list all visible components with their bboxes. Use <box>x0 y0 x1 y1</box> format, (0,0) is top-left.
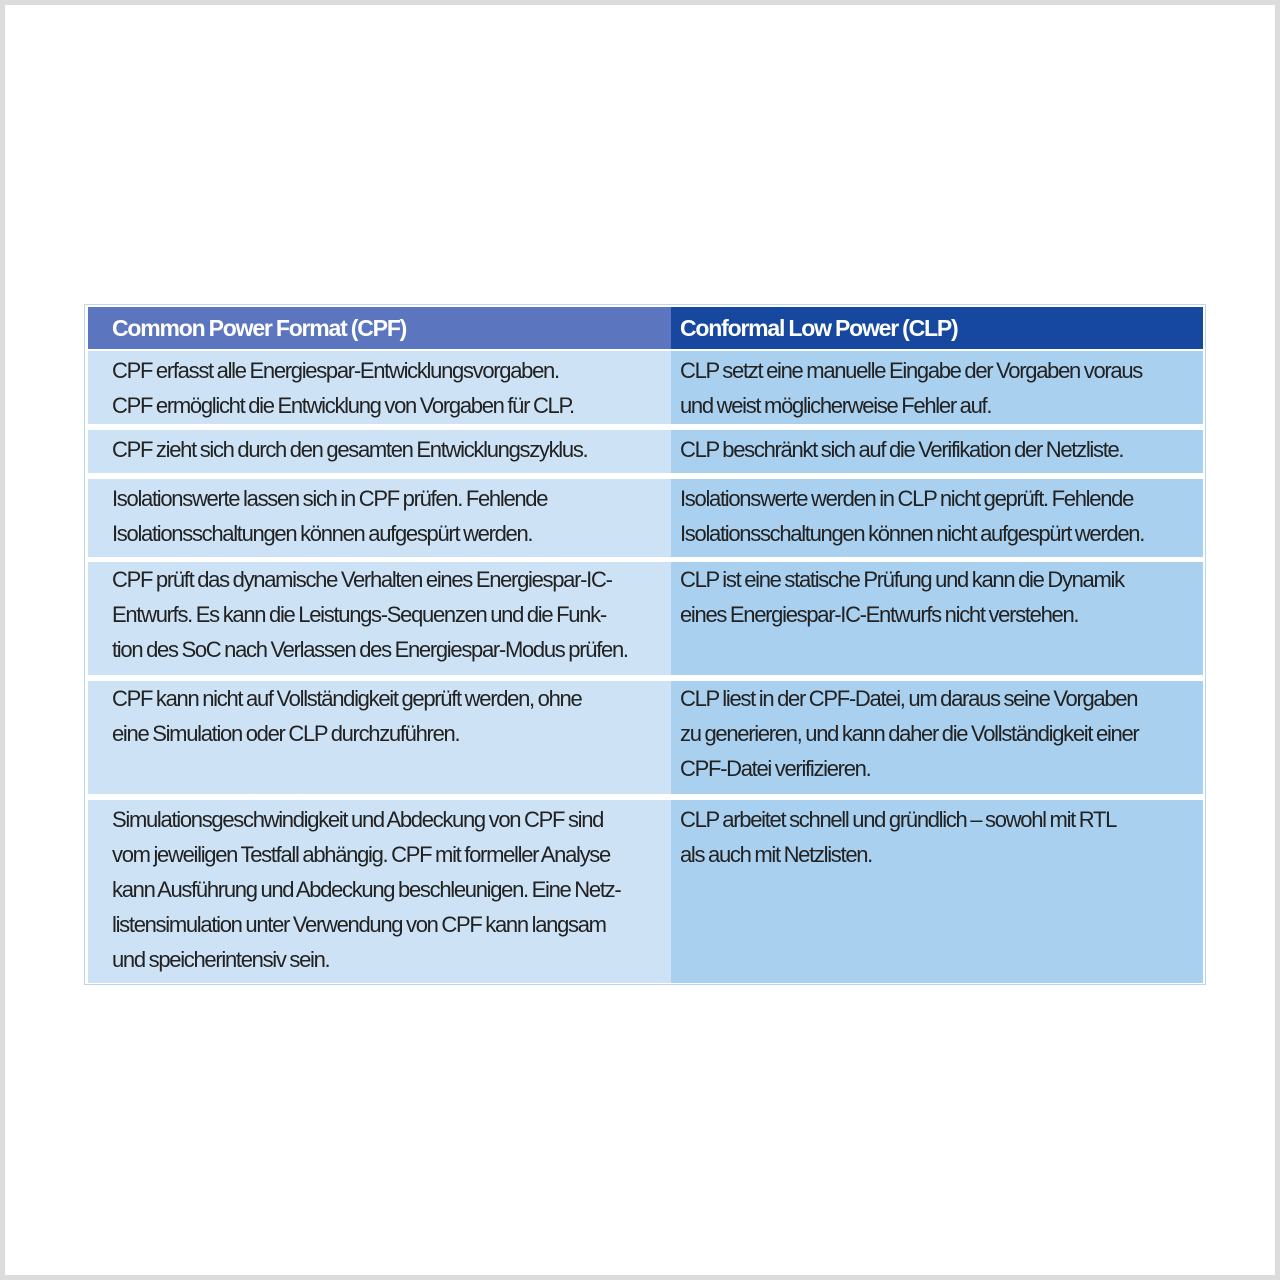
comparison-table <box>84 304 1206 985</box>
row-6-cpf-line: kann Ausführung und Abdeckung beschleunigen. Eine Netz- <box>112 877 621 902</box>
header-cpf: Common Power Format (CPF) <box>88 307 671 349</box>
row-5-clp-line: zu generieren, und kann daher die Vollständigkeit einer <box>680 721 1139 746</box>
row-2-cpf-line: CPF zieht sich durch den gesamten Entwicklungszyklus. <box>112 437 588 462</box>
row-4-clp-cell <box>671 562 1203 675</box>
row-6-cpf-line: listensimulation unter Verwendung von CPF kann langsam <box>112 912 606 937</box>
row-4-cpf-line: Entwurfs. Es kann die Leistungs-Sequenzen und die Funk- <box>112 602 606 627</box>
row-2-clp-line: CLP beschränkt sich auf die Verifikation der Netzliste. <box>680 437 1124 462</box>
row-5-clp-line: CPF-Datei verifizieren. <box>680 756 871 781</box>
row-4-clp-line: CLP ist eine statische Prüfung und kann die Dynamik <box>680 567 1124 592</box>
row-3-cpf-line: Isolationswerte lassen sich in CPF prüfen. Fehlende <box>112 486 548 511</box>
row-1-clp-cell <box>671 351 1203 424</box>
row-1-cpf-line: CPF ermöglicht die Entwicklung von Vorgaben für CLP. <box>112 393 574 418</box>
row-5-clp-cell <box>671 681 1203 794</box>
row-2-clp-cell <box>671 430 1203 473</box>
row-6-clp-line: CLP arbeitet schnell und gründlich – sowohl mit RTL <box>680 807 1117 832</box>
row-1-clp-line: CLP setzt eine manuelle Eingabe der Vorgaben voraus <box>680 358 1142 383</box>
row-2-cpf-cell <box>88 430 671 473</box>
row-4-cpf-cell <box>88 562 671 675</box>
row-1-cpf-line: CPF erfasst alle Energiespar-Entwicklungsvorgaben. <box>112 358 559 383</box>
row-5-clp-line: CLP liest in der CPF-Datei, um daraus seine Vorgaben <box>680 686 1138 711</box>
row-6-cpf-line: Simulationsgeschwindigkeit und Abdeckung von CPF sind <box>112 807 604 832</box>
row-6-cpf-line: vom jeweiligen Testfall abhängig. CPF mit formeller Analyse <box>112 842 610 867</box>
row-5-cpf-line: CPF kann nicht auf Vollständigkeit geprüft werden, ohne <box>112 686 582 711</box>
row-6-clp-line: als auch mit Netzlisten. <box>680 842 872 867</box>
row-4-cpf-line: CPF prüft das dynamische Verhalten eines Energiespar-IC- <box>112 567 612 592</box>
row-6-cpf-line: und speicherintensiv sein. <box>112 947 330 972</box>
row-1-cpf-cell <box>88 351 671 424</box>
row-6-clp-cell <box>671 800 1203 983</box>
row-3-clp-line: Isolationsschaltungen können nicht aufgespürt werden. <box>680 521 1145 546</box>
row-3-cpf-line: Isolationsschaltungen können aufgespürt werden. <box>112 521 533 546</box>
row-3-clp-line: Isolationswerte werden in CLP nicht geprüft. Fehlende <box>680 486 1134 511</box>
row-3-cpf-cell <box>88 479 671 557</box>
row-1-clp-line: und weist möglicherweise Fehler auf. <box>680 393 992 418</box>
row-4-cpf-line: tion des SoC nach Verlassen des Energiespar-Modus prüfen. <box>112 637 628 662</box>
row-6-cpf-cell <box>88 800 671 983</box>
row-5-cpf-line: eine Simulation oder CLP durchzuführen. <box>112 721 460 746</box>
header-clp: Conformal Low Power (CLP) <box>671 307 1203 349</box>
row-4-clp-line: eines Energiespar-IC-Entwurfs nicht verstehen. <box>680 602 1079 627</box>
row-5-cpf-cell <box>88 681 671 794</box>
row-3-clp-cell <box>671 479 1203 557</box>
